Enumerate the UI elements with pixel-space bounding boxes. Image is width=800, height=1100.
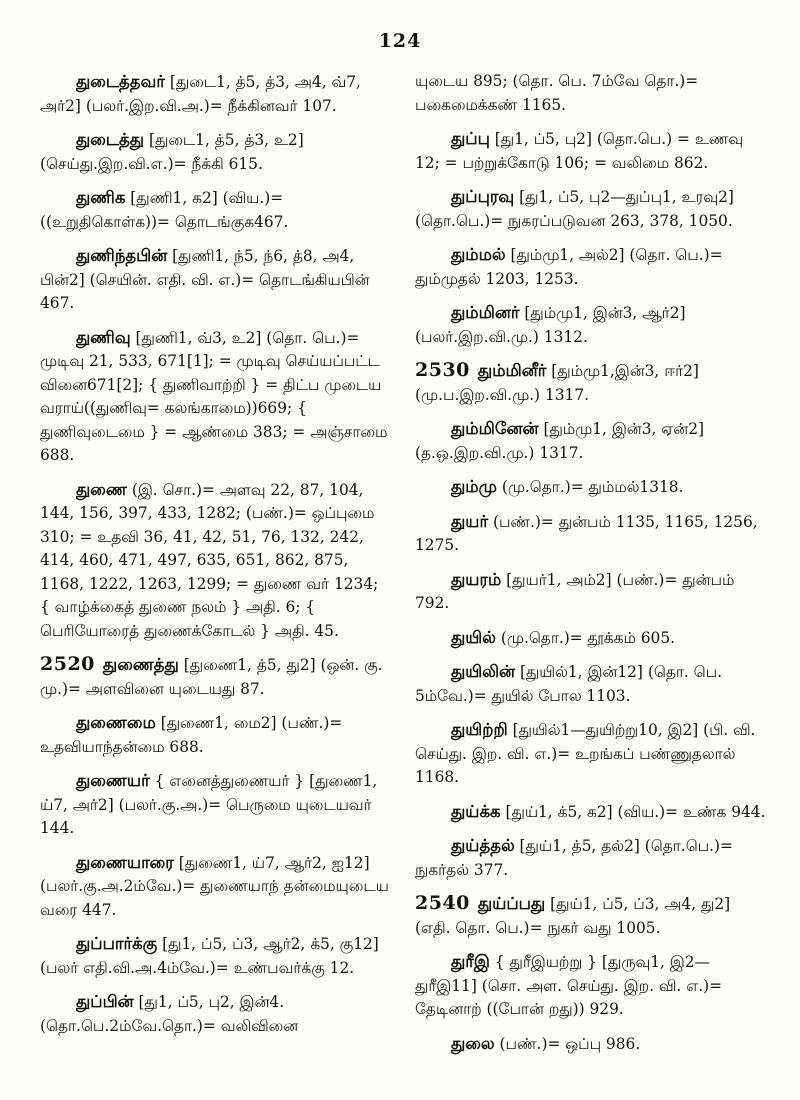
dictionary-entry	[40, 851, 390, 923]
definition-text: [துணி1, ந்5, ந்6, த்8, அ4, பின்2] (செயின். எதி. வி. எ.)= தொடங்கியபின் 467.	[40, 247, 370, 312]
entry-number: 2520	[40, 653, 95, 675]
definition-text: { துரீஇயற்று } [துருவு1, இ2—துரீஇ11] (சொ. அள. செய்து. இற. வி. எ.)= தேடினாற் ((போன் றது)) 929.	[415, 953, 723, 1018]
dictionary-entry	[415, 950, 770, 1022]
definition-text: [துணை1, மை2] (பண்.)= உதவியாந்தன்மை 688.	[40, 714, 343, 756]
dictionary-entry	[40, 653, 390, 701]
dictionary-entry	[415, 359, 770, 407]
definition-text: (மு.தொ.)= தூக்கம் 605.	[495, 628, 676, 647]
headword: துணிக	[76, 188, 126, 207]
dictionary-entry	[415, 70, 770, 117]
definition-text: [து1, ப்5, பு2, இன்4. (தொ.பெ.2ம்வே.தொ.)= வலிவினை	[40, 993, 299, 1035]
headword: துரீஇ	[451, 952, 490, 971]
definition-text: (பண்.)= துன்பம் 1135, 1165, 1256, 1275.	[415, 512, 758, 554]
definition-text: [துணி1, க2] (விய.)= ((உறுதிகொள்க))= தொடங்குக467.	[40, 189, 289, 231]
definition-text: [தும்மு1,இன்3, ஈர்2] (மு.ப.இற.வி.மு.) 1317.	[415, 362, 699, 404]
headword: துணிவு	[76, 327, 131, 347]
definition-text: (மு.தொ.)= தும்மல்1318.	[496, 478, 684, 496]
headword: தும்மினேன்	[451, 419, 539, 438]
headword: துலை	[451, 1033, 495, 1053]
headword: துயரம்	[451, 569, 502, 589]
definition-text: [துடை1, த்5, த்3, அ4, வ்7, அர்2] (பலர்.இற.வி.அ.)= நீக்கினவர் 107.	[40, 73, 361, 115]
dictionary-entry	[415, 800, 770, 825]
definition-text: [துய்1, ப்5, ப்3, அ4, து2] (எதி. தொ. பெ.)= நுகர் வது 1005.	[415, 895, 731, 937]
entry-number: 2530	[415, 359, 470, 381]
right-column	[415, 70, 770, 1066]
left-column	[40, 70, 390, 1048]
dictionary-entry	[415, 1032, 770, 1057]
dictionary-entry	[415, 568, 770, 616]
headword: துப்பு	[451, 129, 490, 148]
definition-text: [து1, ப்5, பு2—துப்பு1, உரவு2] (தொ.பெ.)= நுகரப்படுவன 263, 378, 1050.	[415, 188, 734, 230]
dictionary-entry	[415, 127, 770, 175]
headword: துடைத்து	[76, 130, 145, 149]
definition-text: [துய்1, த்5, தல்2] (தொ.பெ.)= நுகர்தல் 377.	[415, 837, 733, 879]
dictionary-entry	[40, 128, 390, 176]
headword: துணைத்து	[102, 655, 179, 674]
headword: துப்புரவு	[451, 187, 515, 206]
definition-text: [துணி1, வ்3, உ2] (தொ. பெ.)= முடிவு 21, 533, 671[1]; = முடிவு செய்யப்பட்ட வினை671[2]; { துணிவாற்றி } = திட்ப முடைய வராய்((துணிவு= கலங்காமை))669; { துணிவுடைமை } = ஆண்மை 383; = அஞ்சாமை 688.	[40, 328, 388, 464]
dictionary-entry	[40, 326, 390, 468]
headword: துணையர்	[76, 771, 150, 790]
headword: துப்பார்க்கு	[76, 934, 158, 953]
headword: துணையாரை	[76, 852, 174, 872]
headword: துய்த்தல்	[451, 836, 515, 855]
headword: துய்க்க	[451, 801, 501, 821]
headword: துடைத்தவர்	[76, 72, 165, 91]
headword: துணைமை	[76, 713, 156, 732]
definition-text: [துடை1, த்5, த்3, உ2] (செய்து.இற.வி.எ.)= நீக்கி 615.	[40, 131, 304, 173]
headword: தும்மினீர்	[477, 361, 547, 380]
dictionary-entry	[40, 711, 390, 759]
definition-text: { எனைத்துணையர் } [துணை1, ய்7, அர்2] (பலர்.கு.அ.)= பெருமை யுடையவர் 144.	[40, 772, 378, 837]
dictionary-entry	[415, 718, 770, 790]
definition-text: (பண்.)= ஒப்பு 986.	[494, 1034, 641, 1053]
dictionary-entry	[415, 510, 770, 558]
dictionary-entry	[40, 244, 390, 316]
definition-text: [தும்மு1, இன்3, ஏன்2] (த.ஒ.இற.வி.மு.) 1317.	[415, 420, 705, 462]
dictionary-entry	[40, 769, 390, 841]
dictionary-entry	[415, 185, 770, 233]
headword: துயில்	[451, 627, 496, 647]
dictionary-entry	[40, 478, 390, 644]
definition-text: [துணை1, த்5, து2] (ஒன். கு. மு.)= அளவினை யுடையது 87.	[40, 656, 383, 698]
headword: துணிந்தபின்	[76, 246, 168, 265]
dictionary-entry	[415, 626, 770, 651]
dictionary-entry	[40, 70, 390, 118]
headword: துணை	[76, 479, 127, 499]
headword: துய்ப்பது	[477, 894, 546, 913]
headword: தும்மல்	[451, 245, 506, 264]
definition-text: [து1, ப்5, பு2] (தொ.பெ.) = உணவு 12; = பற்றுக்கோடு 106; = வலிமை 862.	[415, 130, 744, 172]
dictionary-entry	[415, 660, 770, 708]
dictionary-entry	[40, 932, 390, 980]
headword: துயிலின்	[451, 662, 516, 681]
dictionary-entry	[415, 243, 770, 291]
entry-number: 2540	[415, 892, 470, 914]
dictionary-entry	[40, 186, 390, 234]
page-number: 124	[378, 30, 422, 52]
headword: தும்மு	[451, 477, 497, 496]
headword: தும்மினர்	[451, 303, 520, 322]
dictionary-entry	[415, 892, 770, 940]
definition-text: (இ. சொ.)= அளவு 22, 87, 104, 144, 156, 397, 433, 1282; (பண்.)= ஒப்புமை 310; = உதவி 36, 41, 42, 51, 76, 132, 242, 414, 460, 471, 497, 635, 651, 862, 875, 1168, 1222, 1263, 1299; = துணை வர் 1234; { வாழ்க்கைத் துணை நலம் } அதி. 6; { பெரியோரைத் துணைக்கோடல் } அதி. 45.	[40, 480, 379, 640]
definition-text: [தும்மு1, அல்2] (தொ. பெ.)= தும்முதல் 1203, 1253.	[415, 246, 723, 288]
headword: துயர்	[451, 511, 489, 531]
definition-text: யுடைய 895; (தொ. பெ. 7ம்வே தொ.)= பகைமைக்கண் 1165.	[415, 72, 699, 114]
definition-text: [துணை1, ய்7, ஆர்2, ஐ12] (பலர்.கு.அ.2ம்வே.)= துணையாந் தன்மையுடைய வரை 447.	[40, 853, 389, 919]
definition-text: [துயில்1, இன்12] (தொ. பெ. 5ம்வே.)= துயில் போல 1103.	[415, 663, 722, 705]
definition-text: [து1, ப்5, ப்3, ஆர்2, க்5, கு12] (பலர் எதி.வி.அ.4ம்வே.)= உண்பவர்க்கு 12.	[40, 935, 379, 977]
definition-text: [துயில்1—துயிற்று10, இ2] (பி. வி. செய்து. இற. வி. எ.)= உறங்கப் பண்ணுதலால் 1168.	[415, 721, 756, 786]
headword: துப்பின்	[76, 992, 134, 1011]
dictionary-entry	[415, 475, 770, 500]
headword: துயிற்றி	[451, 720, 508, 739]
definition-text: [துய்1, க்5, க2] (விய.)= உண்க 944.	[500, 802, 766, 821]
dictionary-entry	[415, 834, 770, 882]
dictionary-entry	[415, 417, 770, 465]
definition-text: [துயர்1, அம்2] (பண்.)= துன்பம் 792.	[415, 570, 735, 612]
dictionary-entry	[415, 301, 770, 349]
dictionary-entry	[40, 990, 390, 1038]
definition-text: [தும்மு1, இன்3, ஆர்2] (பலர்.இற.வி.மு.) 1312.	[415, 304, 686, 346]
